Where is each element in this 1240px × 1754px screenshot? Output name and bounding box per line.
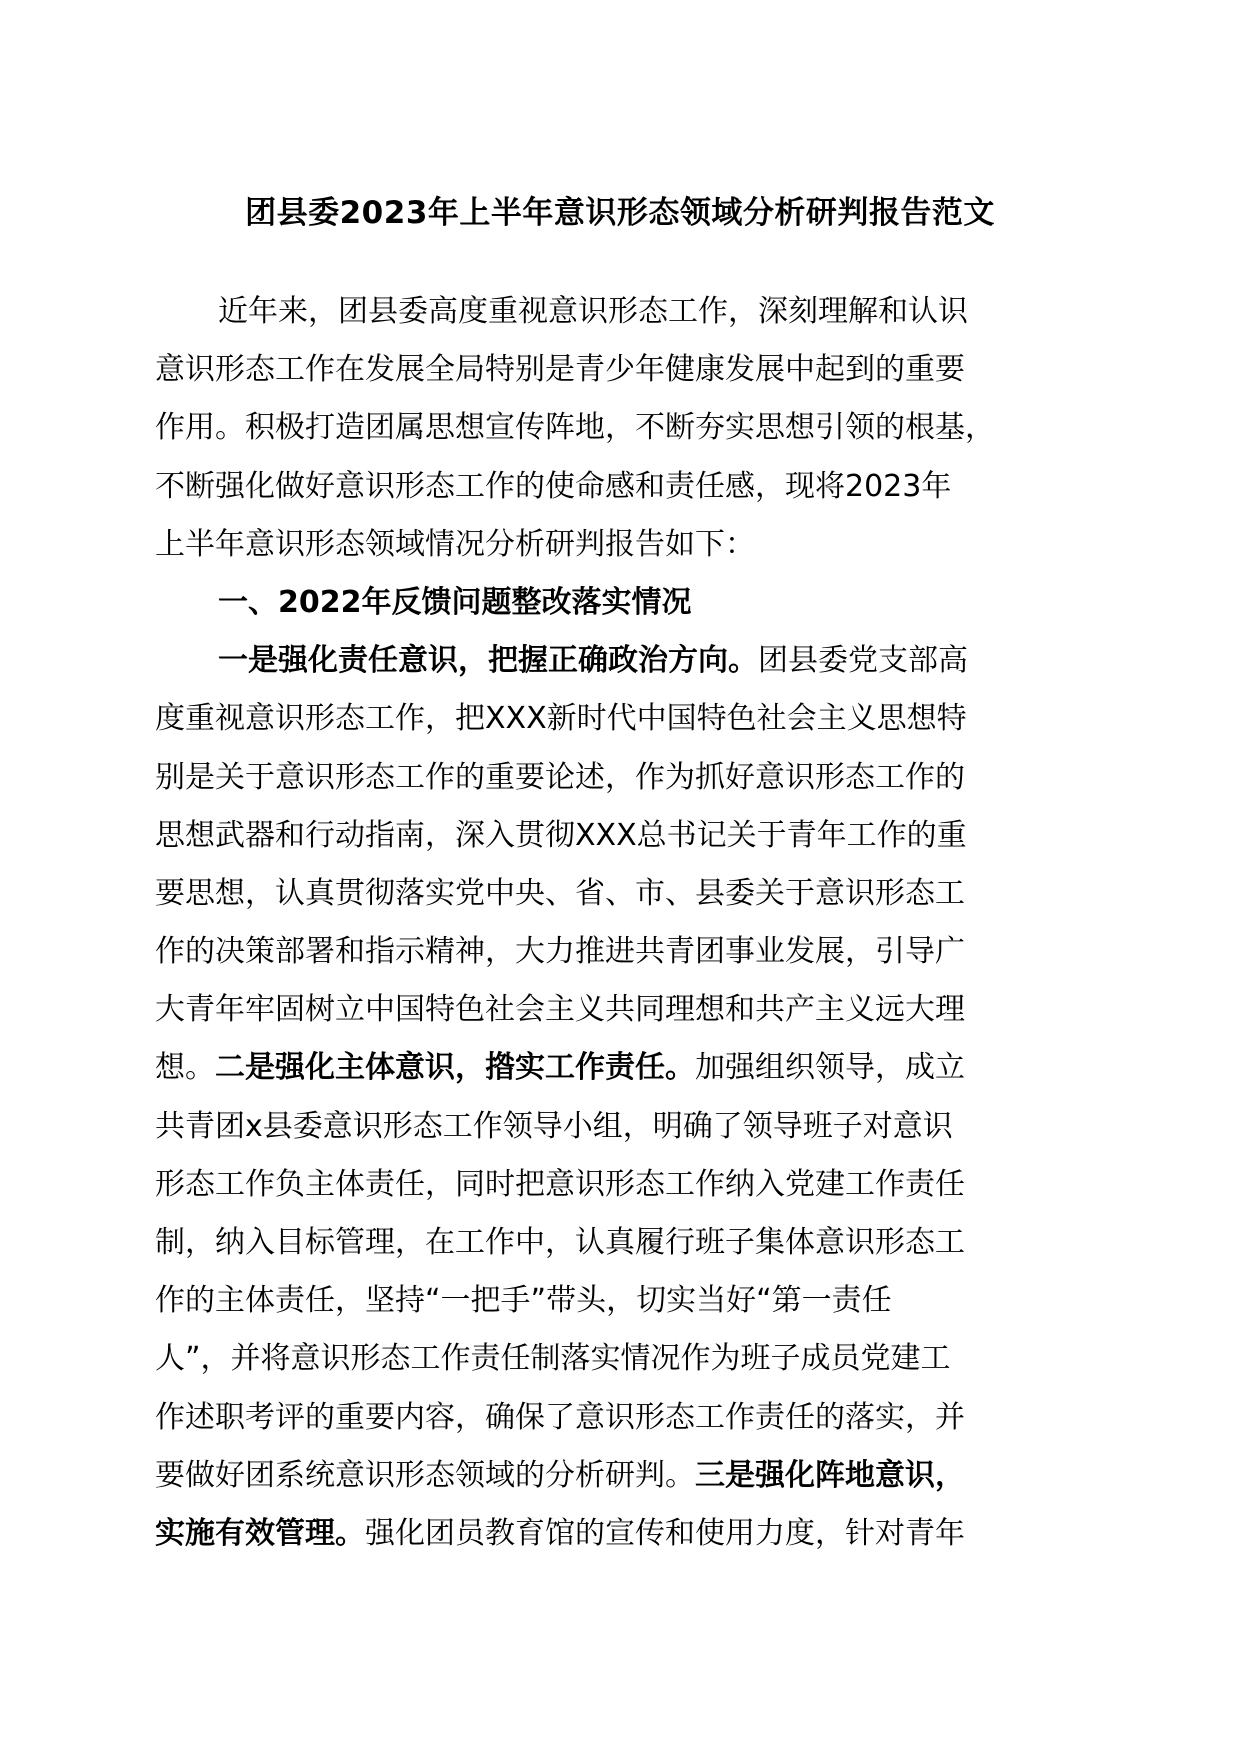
paragraph-line: 思想武器和行动指南，深入贯彻XXX总书记关于青年工作的重 <box>155 817 967 853</box>
paragraph-line: 上半年意识形态领域情况分析研判报告如下： <box>155 526 755 562</box>
paragraph-line: 近年来，团县委高度重视意识形态工作，深刻理解和认识 <box>218 294 968 329</box>
paragraph-line: 要思想，认真贯彻落实党中央、省、市、县委关于意识形态工 <box>155 875 965 911</box>
paragraph-line: 制，纳入目标管理，在工作中，认真履行班子集体意识形态工 <box>155 1225 965 1260</box>
paragraph-line: 作的决策部署和指示精神，大力推进共青团事业发展，引导广 <box>155 934 965 970</box>
paragraph-line: 作述职考评的重要内容，确保了意识形态工作责任的落实，并 <box>155 1399 965 1435</box>
section-heading: 一、2022年反馈问题整改落实情况 <box>218 584 692 620</box>
paragraph-line: 大青年牢固树立中国特色社会主义共同理想和共产主义远大理 <box>155 992 965 1028</box>
paragraph-line <box>155 632 1085 690</box>
paragraph-line: 共青团x县委意识形态工作领导小组，明确了领导班子对意识 <box>155 1108 953 1144</box>
paragraph-line: 不断强化做好意识形态工作的使命感和责任感，现将2023年 <box>155 468 952 504</box>
bold-point-3b: 实施有效管理。 <box>155 1515 365 1551</box>
paragraph-line: 作用。积极打造团属思想宣传阵地，不断夯实思想引领的根基， <box>155 410 995 446</box>
bold-point-3a: 三是强化阵地意识， <box>695 1457 965 1493</box>
paragraph-line: 别是关于意识形态工作的重要论述，作为抓好意识形态工作的 <box>155 759 965 795</box>
paragraph-line: 度重视意识形态工作，把XXX新时代中国特色社会主义思想特 <box>155 701 967 737</box>
paragraph-line: 形态工作负主体责任，同时把意识形态工作纳入党建工作责任 <box>155 1166 965 1202</box>
line-text: 要做好团系统意识形态领域的分析研判。 <box>155 1457 695 1493</box>
paragraph-line: 意识形态工作在发展全局特别是青少年健康发展中起到的重要 <box>155 352 965 388</box>
paragraph-line <box>155 1447 1085 1505</box>
document-body <box>155 283 1085 1563</box>
paragraph-line: 人”，并将意识形态工作责任制落实情况作为班子成员党建工 <box>155 1341 951 1377</box>
line-text: 想。 <box>155 1050 215 1086</box>
line-text: 加强组织领导，成立 <box>695 1050 965 1086</box>
document-title: 团县委2023年上半年意识形态领域分析研判报告范文 <box>245 195 995 231</box>
paragraph-line <box>155 1039 1085 1097</box>
paragraph-line <box>155 1505 1085 1563</box>
line-text: 强化团员教育馆的宣传和使用力度，针对青年 <box>365 1515 965 1551</box>
bold-point-1: 一是强化责任意识，把握正确政治方向。 <box>218 643 758 679</box>
paragraph-line: 作的主体责任，坚持“一把手”带头，切实当好“第一责任 <box>155 1283 892 1319</box>
line-text: 团县委党支部高 <box>758 643 968 679</box>
bold-point-2: 二是强化主体意识，揝实工作责任。 <box>215 1050 695 1086</box>
